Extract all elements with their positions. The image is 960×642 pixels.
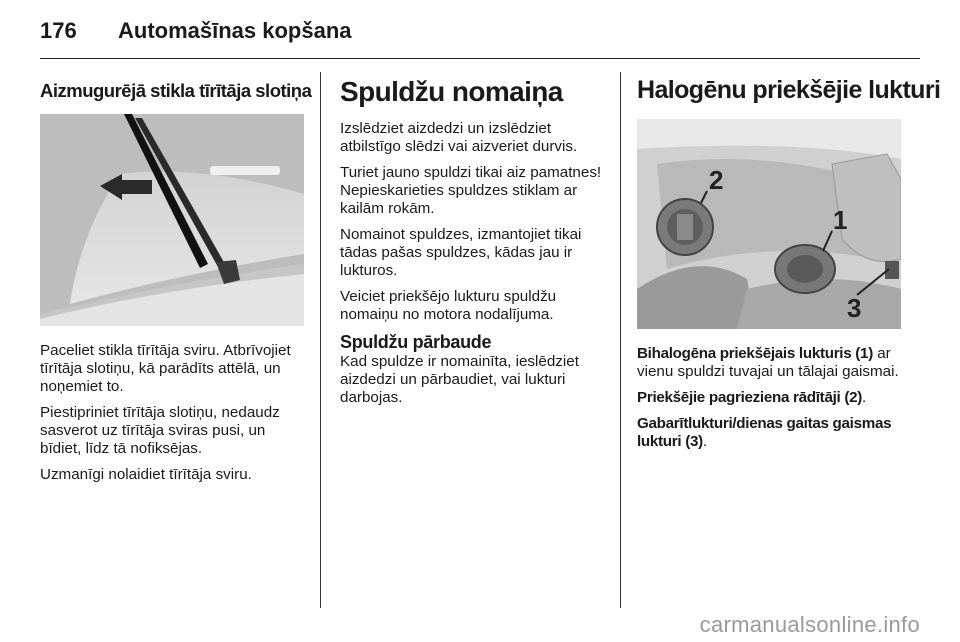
watermark: carmanualsonline.info [699, 612, 920, 637]
subheading-bulb-check: Spuldžu pārbaude [340, 332, 492, 352]
page-title: Automašīnas kopšana [118, 18, 352, 43]
figure-label-3: 3 [847, 293, 862, 323]
column-divider-1 [320, 72, 321, 608]
paragraph [637, 415, 913, 451]
item-label: Priekšējie pagrieziena rādītāji (2) [637, 389, 863, 406]
section-heading-bulbs: Spuldžu nomaiņa [340, 76, 563, 107]
paragraph: Veiciet priekšējo lukturu spuldžu nomaiņu no motora nodalījuma. [340, 288, 557, 323]
section-heading-wiper: Aizmugurējā stikla tīrītāja slotiņa [40, 80, 312, 101]
column-divider-2 [620, 72, 621, 608]
paragraph: Turiet jauno spuldzi tikai aiz pamatnes! Nepieskarieties spuldzes stiklam ar kailām rokām. [340, 164, 602, 217]
column-headlights [637, 76, 941, 459]
figure-label-1: 1 [833, 205, 848, 235]
page-header [40, 18, 352, 44]
item-text: ar vienu spuldzi tuvajai un tālajai gaismai. [637, 345, 899, 380]
headlight-illustration [637, 119, 901, 329]
column-wiper [40, 80, 312, 492]
paragraph [637, 345, 913, 381]
paragraph [637, 389, 913, 407]
section-heading-headlights: Halogēnu priekšējie lukturi [637, 76, 941, 104]
item-text: . [862, 389, 867, 406]
figure-label-2: 2 [709, 165, 724, 195]
item-label: Bihalogēna priekšējais lukturis (1) [637, 345, 873, 362]
paragraph: Kad spuldze ir nomainīta, ieslēdziet aizdedzi un pārbaudiet, vai lukturi darbojas. [340, 353, 579, 406]
column-bulbs [340, 76, 606, 415]
header-rule [40, 58, 920, 59]
page-number: 176 [40, 18, 77, 43]
paragraph: Izslēdziet aizdedzi un izslēdziet atbilstīgo slēdzi vai aizveriet durvis. [340, 120, 578, 155]
paragraph: Nomainot spuldzes, izmantojiet tikai tādas pašas spuldzes, kādas jau ir lukturos. [340, 226, 582, 279]
item-text: . [702, 433, 708, 450]
paragraph: Piestipriniet tīrītāja slotiņu, nedaudz sasverot uz tīrītāja sviras pusi, un bīdiet, līdz tā nofiksējas. [40, 404, 280, 457]
wiper-illustration [40, 114, 304, 326]
paragraph: Paceliet stikla tīrītāja sviru. Atbrīvojiet tīrītāja slotiņu, kā parādīts attēlā, un noņemiet to. [40, 342, 291, 395]
item-label: Gabarītlukturi/dienas gaitas gaismas lukturi (3) [637, 415, 892, 450]
paragraph: Uzmanīgi nolaidiet tīrītāja sviru. [40, 466, 252, 483]
